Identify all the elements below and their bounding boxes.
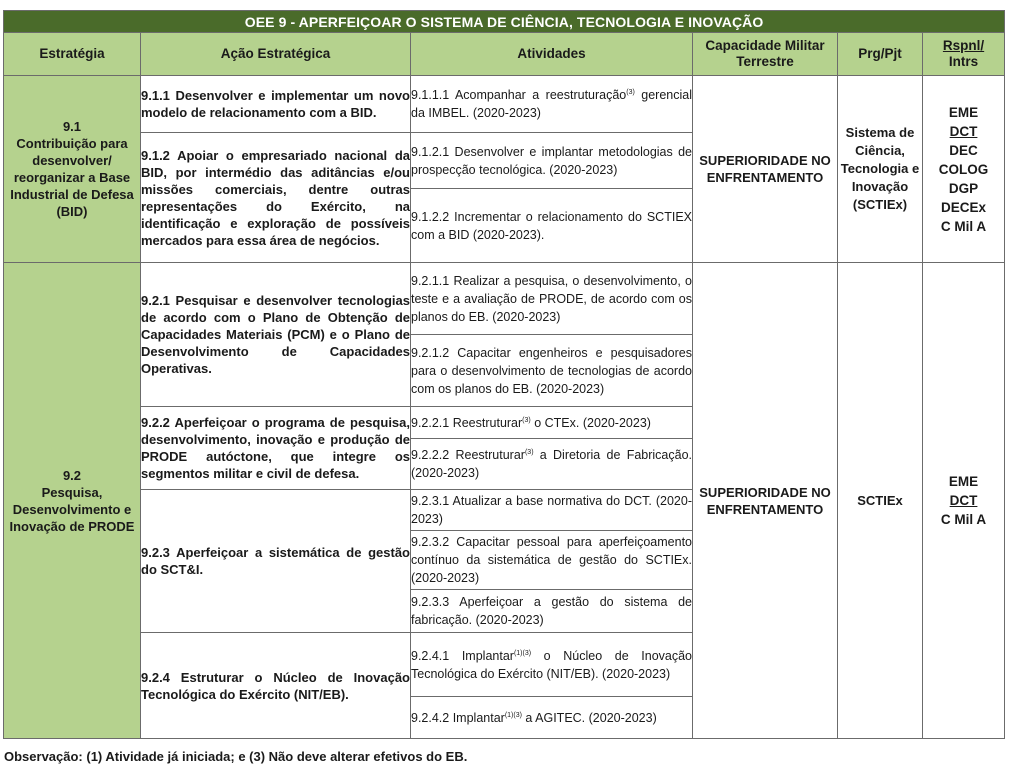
- capacidade-cell: SUPERIORIDADE NO ENFRENTAMENTO: [693, 76, 838, 263]
- resp-item: C Mil A: [940, 512, 987, 527]
- activity-cell: 9.1.2.2 Incrementar o relacionamento do SCTIEX com a BID (2020-2023).: [411, 189, 693, 263]
- header-acao: Ação Estratégica: [141, 33, 411, 76]
- activity-cell: 9.2.3.3 Aperfeiçoar a gestão do sistema de fabricação. (2020-2023): [411, 590, 693, 633]
- header-prg: Prg/Pjt: [838, 33, 923, 76]
- resp-item: DCT: [949, 123, 978, 139]
- action-cell: 9.2.2 Aperfeiçoar o programa de pesquisa, desenvolvimento, inovação e produção de PRODE autóctone, que integre os segmentos militar e civil de defesa.: [141, 407, 411, 490]
- resp-item: DECEx: [941, 199, 987, 215]
- resp-item: EME: [948, 104, 979, 120]
- prg-cell: Sistema de Ciência, Tecnologia e Inovação (SCTIEx): [838, 76, 923, 263]
- activity-cell: 9.2.2.1 Reestruturar$^{(3)}$ o CTEx. (2020-2023): [411, 407, 693, 439]
- table-title: OEE 9 - APERFEIÇOAR O SISTEMA DE CIÊNCIA, TECNOLOGIA E INOVAÇÃO: [4, 11, 1005, 33]
- header-rspnl-line1: Rspnl/: [942, 38, 985, 53]
- header-atividades: Atividades: [411, 33, 693, 76]
- prg-cell: SCTIEx: [838, 263, 923, 739]
- header-capacidade: Capacidade Militar Terrestre: [693, 33, 838, 76]
- resp-item: DGP: [948, 180, 979, 196]
- activity-cell: 9.2.3.2 Capacitar pessoal para aperfeiçoamento contínuo da sistemática de gestão do SCTIEx. (2020-2023): [411, 531, 693, 590]
- resp-item: DCT: [949, 493, 978, 508]
- activity-cell: 9.1.1.1 Acompanhar a reestruturação$^{(3)}$ gerencial da IMBEL. (2020-2023): [411, 76, 693, 133]
- resp-cell: [923, 76, 1005, 263]
- activity-cell: 9.2.3.1 Atualizar a base normativa do DCT. (2020-2023): [411, 490, 693, 531]
- strategy-number: 9.1: [62, 119, 82, 134]
- activity-cell: 9.1.2.1 Desenvolver e implantar metodologias de prospecção tecnológica. (2020-2023): [411, 133, 693, 189]
- action-cell: 9.1.2 Apoiar o empresariado nacional da BID, por intermédio das aditâncias e/ou missões comerciais, dentre outras representações do Exército, na identificação e exploração de possíveis mercados para essa área de negócios.: [141, 133, 411, 263]
- action-cell: 9.2.1 Pesquisar e desenvolver tecnologias de acordo com o Plano de Obtenção de Capacidades Materiais (PCM) e o Plano de Desenvolvimento de Capacidades Operativas.: [141, 263, 411, 407]
- header-estrategia: Estratégia: [4, 33, 141, 76]
- resp-item: COLOG: [938, 161, 989, 177]
- activity-cell: 9.2.4.2 Implantar$^{(1)(3)}$ a AGITEC. (2020-2023): [411, 697, 693, 739]
- strategy-cell: [4, 76, 141, 263]
- resp-cell: [923, 263, 1005, 739]
- activity-cell: 9.2.2.2 Reestruturar$^{(3)}$ a Diretoria de Fabricação. (2020-2023): [411, 439, 693, 490]
- activity-cell: 9.2.4.1 Implantar$^{(1)(3)}$ o Núcleo de Inovação Tecnológica do Exército (NIT/EB). (2020-2023): [411, 633, 693, 697]
- header-rspnl-line2: Intrs: [948, 54, 979, 69]
- activity-cell: 9.2.1.2 Capacitar engenheiros e pesquisadores para o desenvolvimento de tecnologias de acordo com os planos do EB. (2020-2023): [411, 335, 693, 407]
- header-rspnl: [923, 33, 1005, 76]
- action-cell: 9.2.3 Aperfeiçoar a sistemática de gestão do SCT&I.: [141, 490, 411, 633]
- activity-cell: 9.2.1.1 Realizar a pesquisa, o desenvolvimento, o teste e a avaliação de PRODE, de acordo com os planos do EB. (2020-2023): [411, 263, 693, 335]
- resp-item: EME: [948, 474, 979, 489]
- action-cell: 9.1.1 Desenvolver e implementar um novo modelo de relacionamento com a BID.: [141, 76, 411, 133]
- action-cell: 9.2.4 Estruturar o Núcleo de Inovação Tecnológica do Exército (NIT/EB).: [141, 633, 411, 739]
- capacidade-cell: SUPERIORIDADE NO ENFRENTAMENTO: [693, 263, 838, 739]
- strategy-name: Contribuição para desenvolver/ reorganizar a Base Industrial de Defesa (BID): [10, 136, 134, 219]
- strategy-name: Pesquisa, Desenvolvimento e Inovação de PRODE: [9, 484, 135, 534]
- resp-item: DEC: [949, 142, 978, 158]
- oee-table: [3, 10, 1005, 739]
- resp-item: C Mil A: [940, 218, 987, 234]
- observation-note: Observação: (1) Atividade já iniciada; e (3) Não deve alterar efetivos do EB.: [4, 749, 468, 764]
- strategy-number: 9.2: [62, 467, 82, 483]
- strategy-cell: [4, 263, 141, 739]
